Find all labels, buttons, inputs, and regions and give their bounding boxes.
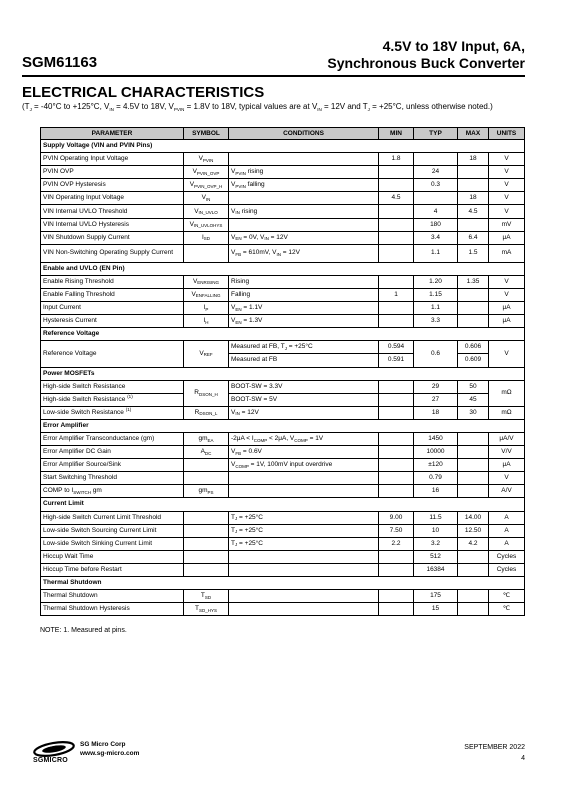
col-header-max: MAX — [458, 128, 489, 140]
table-row — [41, 537, 525, 550]
section-title: ELECTRICAL CHARACTERISTICS — [22, 84, 265, 101]
table-row — [41, 485, 525, 498]
typ-cell: 1.1 — [414, 302, 458, 315]
table-row — [41, 563, 525, 576]
param-cell: Hysteresis Current — [41, 315, 184, 328]
conditions-cell: $V_{EN} = 1.1V$ — [229, 302, 379, 315]
typ-cell: 180 — [414, 218, 458, 231]
table-row — [41, 231, 525, 244]
units-cell: μA — [489, 302, 525, 315]
units-cell: V — [489, 275, 525, 288]
company-name: SG Micro Corp — [80, 741, 126, 748]
conditions-cell — [229, 603, 379, 616]
param-cell: Low-side Switch Sourcing Current Limit — [41, 524, 184, 537]
units-cell: mV — [489, 218, 525, 231]
param-cell: Enable Falling Threshold — [41, 288, 184, 301]
table-row — [41, 275, 525, 288]
param-cell: Hiccup Wait Time — [41, 550, 184, 563]
conditions-cell: BOOT-SW = 5V — [229, 393, 379, 406]
units-cell: mA — [489, 244, 525, 262]
symbol-cell: $I_H$ — [184, 315, 229, 328]
typ-cell: 3.3 — [414, 315, 458, 328]
min-cell — [379, 179, 414, 192]
min-cell — [379, 446, 414, 459]
symbol-cell: $R_{DSON\_L}$ — [184, 406, 229, 419]
param-cell: PVIN OVP Hysteresis — [41, 179, 184, 192]
table-row — [41, 406, 525, 419]
symbol-cell — [184, 244, 229, 262]
document-title — [327, 38, 525, 72]
units-cell: V — [489, 205, 525, 218]
param-cell: PVIN OVP — [41, 166, 184, 179]
conditions-cell — [229, 192, 379, 205]
conditions-cell: $V_{PVIN}$ rising — [229, 166, 379, 179]
table-row — [41, 179, 525, 192]
typ-cell: 16384 — [414, 563, 458, 576]
symbol-cell — [184, 563, 229, 576]
min-cell: 1.8 — [379, 153, 414, 166]
table-header-row — [41, 128, 525, 140]
typ-cell: 512 — [414, 550, 458, 563]
conditions-cell: Measured at FB — [229, 354, 379, 367]
table-row — [41, 192, 525, 205]
table-note: NOTE: 1. Measured at pins. — [40, 627, 127, 634]
footer-date: SEPTEMBER 2022 — [464, 744, 525, 751]
conditions-cell — [229, 550, 379, 563]
table-row — [41, 341, 525, 354]
min-cell: 2.2 — [379, 537, 414, 550]
min-cell — [379, 432, 414, 445]
symbol-cell: $T_{SD\_HYS}$ — [184, 603, 229, 616]
symbol-cell: $V_{IN\_UVLOHYS}$ — [184, 218, 229, 231]
title-line-1: 4.5V to 18V Input, 6A, — [382, 38, 525, 54]
conditions-cell: $V_{FB} = 0.6V$ — [229, 446, 379, 459]
conditions-cell: $T_J = +25^\circ C$ — [229, 511, 379, 524]
table-row — [41, 315, 525, 328]
param-cell: COMP to $I_{SWITCH}$ gm — [41, 485, 184, 498]
max-cell — [458, 166, 489, 179]
col-header-parameter: PARAMETER — [41, 128, 184, 140]
symbol-cell: $V_{IN}$ — [184, 192, 229, 205]
param-cell: Error Amplifier Transconductance (gm) — [41, 432, 184, 445]
symbol-cell: $gm_{PS}$ — [184, 485, 229, 498]
symbol-cell — [184, 550, 229, 563]
symbol-cell — [184, 537, 229, 550]
param-cell: Thermal Shutdown — [41, 590, 184, 603]
table-row — [41, 590, 525, 603]
max-cell: 4.2 — [458, 537, 489, 550]
table-row — [41, 472, 525, 485]
table-row — [41, 244, 525, 262]
conditions-cell: $V_{FB} = 610mV$, $V_{IN} = 12V$ — [229, 244, 379, 262]
typ-cell: 10000 — [414, 446, 458, 459]
units-cell: V — [489, 153, 525, 166]
test-conditions: ($T_J = -40^\circ C$ to +125°C, $V_{IN} = 4.5V$ to 18V, $V_{PVIN} = 1.8V$ to 18V, typical values are at $V_{IN} = 12V$ and $T_J = +25^\circ C$, unless otherwise noted.) — [22, 102, 493, 112]
max-cell — [458, 446, 489, 459]
conditions-cell: $V_{IN}$ rising — [229, 205, 379, 218]
table-row — [41, 524, 525, 537]
typ-cell: 11.5 — [414, 511, 458, 524]
symbol-cell — [184, 459, 229, 472]
table-row — [41, 432, 525, 445]
typ-cell: 1450 — [414, 432, 458, 445]
max-cell: 0.606 — [458, 341, 489, 354]
logo-wordmark: SGMICRO — [33, 757, 68, 764]
max-cell: 14.00 — [458, 511, 489, 524]
units-cell: V — [489, 341, 525, 367]
min-cell — [379, 205, 414, 218]
param-cell: Input Current — [41, 302, 184, 315]
symbol-cell: $gm_{EA}$ — [184, 432, 229, 445]
col-header-min: MIN — [379, 128, 414, 140]
max-cell — [458, 288, 489, 301]
max-cell — [458, 302, 489, 315]
units-cell: Cycles — [489, 563, 525, 576]
symbol-cell: $V_{PVIN\_OVP}$ — [184, 166, 229, 179]
conditions-cell: $V_{COMP} = 1V$, 100mV input overdrive — [229, 459, 379, 472]
param-cell: Enable Rising Threshold — [41, 275, 184, 288]
param-cell: Low-side Switch Sinking Current Limit — [41, 537, 184, 550]
group-header: Enable and UVLO (EN Pin) — [41, 262, 525, 275]
table-row — [41, 380, 525, 393]
units-cell: V — [489, 192, 525, 205]
units-cell: A — [489, 524, 525, 537]
conditions-cell: BOOT-SW = 3.3V — [229, 380, 379, 393]
table-row — [41, 459, 525, 472]
param-cell: Start Switching Threshold — [41, 472, 184, 485]
param-cell: VIN Internal UVLO Hysteresis — [41, 218, 184, 231]
units-cell: A — [489, 511, 525, 524]
min-cell — [379, 231, 414, 244]
typ-cell: 10 — [414, 524, 458, 537]
typ-cell: 175 — [414, 590, 458, 603]
units-cell: V — [489, 288, 525, 301]
units-cell: V/V — [489, 446, 525, 459]
units-cell: V — [489, 179, 525, 192]
units-cell: ℃ — [489, 603, 525, 616]
col-header-typ: TYP — [414, 128, 458, 140]
part-number: SGM61163 — [22, 54, 98, 71]
min-cell — [379, 166, 414, 179]
min-cell: 4.5 — [379, 192, 414, 205]
param-cell: VIN Shutdown Supply Current — [41, 231, 184, 244]
max-cell: 45 — [458, 393, 489, 406]
conditions-cell: $V_{PVIN}$ falling — [229, 179, 379, 192]
symbol-cell: $V_{PVIN}$ — [184, 153, 229, 166]
conditions-cell: $V_{EN} = 0V$, $V_{IN} = 12V$ — [229, 231, 379, 244]
max-cell — [458, 432, 489, 445]
symbol-cell: $T_{SD}$ — [184, 590, 229, 603]
units-cell: μA — [489, 459, 525, 472]
table-row — [41, 393, 525, 406]
symbol-cell — [184, 511, 229, 524]
col-header-symbol: SYMBOL — [184, 128, 229, 140]
min-cell — [379, 406, 414, 419]
max-cell: 50 — [458, 380, 489, 393]
symbol-cell: $V_{REF}$ — [184, 341, 229, 367]
typ-cell: 0.79 — [414, 472, 458, 485]
max-cell — [458, 315, 489, 328]
max-cell — [458, 459, 489, 472]
symbol-cell — [184, 524, 229, 537]
company-website: www.sg-micro.com — [80, 750, 140, 757]
min-cell — [379, 393, 414, 406]
group-header: Reference Voltage — [41, 328, 525, 341]
units-cell: V — [489, 472, 525, 485]
max-cell — [458, 485, 489, 498]
min-cell — [379, 380, 414, 393]
max-cell: 18 — [458, 192, 489, 205]
group-header: Thermal Shutdown — [41, 577, 525, 590]
typ-cell: 3.2 — [414, 537, 458, 550]
page-number: 4 — [521, 755, 525, 762]
typ-cell: 1.20 — [414, 275, 458, 288]
param-cell: Reference Voltage — [41, 341, 184, 367]
units-cell: Cycles — [489, 550, 525, 563]
conditions-cell — [229, 485, 379, 498]
param-cell: VIN Non-Switching Operating Supply Current — [41, 244, 184, 262]
conditions-cell: $V_{IN} = 12V$ — [229, 406, 379, 419]
typ-cell: 0.6 — [414, 341, 458, 367]
conditions-cell: Falling — [229, 288, 379, 301]
param-cell: VIN Operating Input Voltage — [41, 192, 184, 205]
group-header: Error Amplifier — [41, 419, 525, 432]
max-cell — [458, 550, 489, 563]
symbol-cell: $V_{ENFALLING}$ — [184, 288, 229, 301]
table-row — [41, 218, 525, 231]
min-cell — [379, 603, 414, 616]
typ-cell: 29 — [414, 380, 458, 393]
symbol-cell — [184, 472, 229, 485]
conditions-cell — [229, 563, 379, 576]
typ-cell — [414, 192, 458, 205]
typ-cell: 18 — [414, 406, 458, 419]
param-cell: VIN Internal UVLO Threshold — [41, 205, 184, 218]
param-cell: Error Amplifier Source/Sink — [41, 459, 184, 472]
max-cell — [458, 472, 489, 485]
col-header-conditions: CONDITIONS — [229, 128, 379, 140]
min-cell — [379, 302, 414, 315]
symbol-cell: $A_{DC}$ — [184, 446, 229, 459]
min-cell — [379, 550, 414, 563]
conditions-cell: $T_J = +25^\circ C$ — [229, 524, 379, 537]
min-cell: 1 — [379, 288, 414, 301]
symbol-cell: $I_{SD}$ — [184, 231, 229, 244]
conditions-cell: $V_{EN} = 1.3V$ — [229, 315, 379, 328]
header-rule — [22, 75, 525, 77]
typ-cell: 0.3 — [414, 179, 458, 192]
units-cell: μA — [489, 315, 525, 328]
min-cell: 0.594 — [379, 341, 414, 354]
max-cell: 12.50 — [458, 524, 489, 537]
param-cell: Hiccup Time before Restart — [41, 563, 184, 576]
param-cell: High-side Switch Current Limit Threshold — [41, 511, 184, 524]
min-cell: 0.591 — [379, 354, 414, 367]
max-cell: 4.5 — [458, 205, 489, 218]
conditions-cell: Rising — [229, 275, 379, 288]
param-cell: High-side Switch Resistance $^{(1)}$ — [41, 393, 184, 406]
units-cell: V — [489, 166, 525, 179]
param-cell: High-side Switch Resistance — [41, 380, 184, 393]
symbol-cell: $V_{IN\_UVLO}$ — [184, 205, 229, 218]
table-row — [41, 166, 525, 179]
units-cell: A — [489, 537, 525, 550]
min-cell — [379, 218, 414, 231]
symbol-cell: $V_{ENRISING}$ — [184, 275, 229, 288]
units-cell: A/V — [489, 485, 525, 498]
min-cell: 9.00 — [379, 511, 414, 524]
table-row — [41, 153, 525, 166]
conditions-cell — [229, 590, 379, 603]
conditions-cell — [229, 153, 379, 166]
electrical-characteristics-table — [40, 127, 525, 616]
table-row — [41, 511, 525, 524]
param-cell: PVIN Operating Input Voltage — [41, 153, 184, 166]
symbol-cell: $I_P$ — [184, 302, 229, 315]
max-cell — [458, 563, 489, 576]
group-header: Supply Voltage (VIN and PVIN Pins) — [41, 140, 525, 153]
group-header: Current Limit — [41, 498, 525, 511]
col-header-units: UNITS — [489, 128, 525, 140]
min-cell: 7.50 — [379, 524, 414, 537]
conditions-cell: $-2\mu A < I_{COMP} < 2\mu A$, $V_{COMP} = 1V$ — [229, 432, 379, 445]
typ-cell: 27 — [414, 393, 458, 406]
max-cell: 6.4 — [458, 231, 489, 244]
conditions-cell: Measured at FB, $T_J = +25^\circ C$ — [229, 341, 379, 354]
conditions-cell — [229, 472, 379, 485]
units-cell: μA/V — [489, 432, 525, 445]
units-cell: mΩ — [489, 380, 525, 406]
param-cell: Low-side Switch Resistance $^{(1)}$ — [41, 406, 184, 419]
min-cell — [379, 590, 414, 603]
units-cell: μA — [489, 231, 525, 244]
max-cell: 0.609 — [458, 354, 489, 367]
max-cell: 18 — [458, 153, 489, 166]
group-header: Power MOSFETs — [41, 367, 525, 380]
units-cell: ℃ — [489, 590, 525, 603]
typ-cell: 4 — [414, 205, 458, 218]
max-cell: 30 — [458, 406, 489, 419]
min-cell — [379, 472, 414, 485]
typ-cell: ±120 — [414, 459, 458, 472]
symbol-cell: $V_{PVIN\_OVP\_H}$ — [184, 179, 229, 192]
typ-cell: 1.15 — [414, 288, 458, 301]
typ-cell: 1.1 — [414, 244, 458, 262]
conditions-cell: $T_J = +25^\circ C$ — [229, 537, 379, 550]
title-line-2: Synchronous Buck Converter — [327, 55, 525, 71]
typ-cell: 24 — [414, 166, 458, 179]
table-row — [41, 603, 525, 616]
table-row — [41, 288, 525, 301]
table-row — [41, 550, 525, 563]
company-logo — [32, 741, 157, 771]
min-cell — [379, 485, 414, 498]
table-row — [41, 446, 525, 459]
typ-cell: 16 — [414, 485, 458, 498]
param-cell: Error Amplifier DC Gain — [41, 446, 184, 459]
max-cell — [458, 590, 489, 603]
min-cell — [379, 563, 414, 576]
min-cell — [379, 244, 414, 262]
typ-cell: 3.4 — [414, 231, 458, 244]
sgmicro-logo-icon — [32, 741, 76, 757]
conditions-cell — [229, 218, 379, 231]
units-cell: mΩ — [489, 406, 525, 419]
min-cell — [379, 275, 414, 288]
max-cell: 1.35 — [458, 275, 489, 288]
max-cell: 1.5 — [458, 244, 489, 262]
max-cell — [458, 218, 489, 231]
typ-cell: 15 — [414, 603, 458, 616]
min-cell — [379, 315, 414, 328]
symbol-cell: $R_{DSON\_H}$ — [184, 380, 229, 406]
table-row — [41, 205, 525, 218]
table-row — [41, 302, 525, 315]
max-cell — [458, 179, 489, 192]
param-cell: Thermal Shutdown Hysteresis — [41, 603, 184, 616]
typ-cell — [414, 153, 458, 166]
max-cell — [458, 603, 489, 616]
min-cell — [379, 459, 414, 472]
